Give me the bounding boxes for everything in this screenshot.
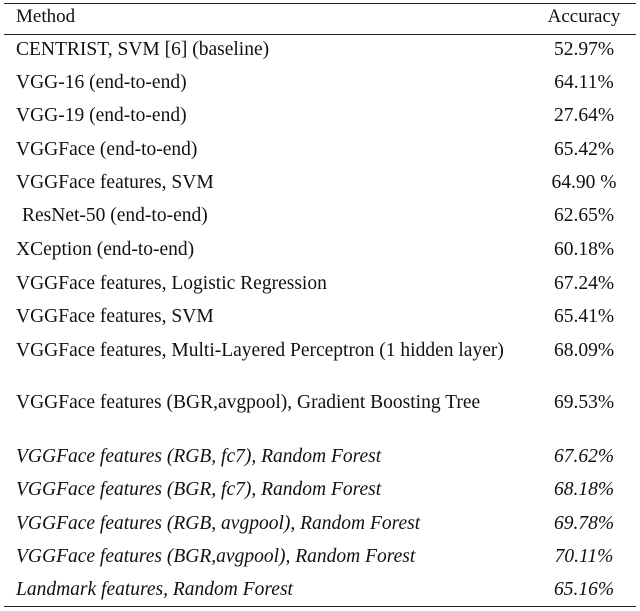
accuracy-cell: 69.53% [553,392,615,413]
method-cell: Landmark features, Random Forest [16,579,293,600]
accuracy-cell: 70.11% [554,546,614,567]
header-rule [4,34,636,35]
method-cell: VGGFace features (RGB, avgpool), Random Forest [16,513,421,534]
method-cell: VGGFace features, SVM [16,172,214,193]
method-cell: VGGFace features, SVM [16,306,214,327]
accuracy-cell: 65.42% [553,139,615,160]
accuracy-cell: 52.97% [553,39,615,60]
bottom-rule [4,606,636,607]
accuracy-cell: 27.64% [553,105,615,126]
accuracy-cell: 62.65% [553,205,615,226]
accuracy-cell: 68.18% [553,479,615,500]
accuracy-cell: 67.62% [553,446,615,467]
method-cell: CENTRIST, SVM [6] (baseline) [16,39,270,60]
method-cell: VGGFace features (BGR, fc7), Random Forest [16,479,382,500]
method-cell: ResNet-50 (end-to-end) [22,205,208,226]
top-rule [4,3,636,4]
accuracy-column-header: Accuracy [547,6,621,27]
accuracy-cell: 64.90 % [551,172,617,193]
method-cell: VGG-16 (end-to-end) [16,72,187,93]
accuracy-cell: 65.41% [553,306,615,327]
method-cell: VGGFace features, Multi-Layered Perceptron (1 hidden layer) [16,340,504,361]
method-cell: XCeption (end-to-end) [16,239,195,260]
accuracy-cell: 65.16% [553,579,615,600]
method-cell: VGGFace features (RGB, fc7), Random Forest [16,446,382,467]
method-cell: VGGFace features (BGR,avgpool), Random Forest [16,546,416,567]
accuracy-cell: 68.09% [553,340,615,361]
method-column-header: Method [16,6,76,27]
accuracy-cell: 69.78% [553,513,615,534]
accuracy-cell: 64.11% [554,72,614,93]
accuracy-cell: 67.24% [553,273,615,294]
method-cell: VGG-19 (end-to-end) [16,105,187,126]
method-cell: VGGFace features (BGR,avgpool), Gradient Boosting Tree [16,392,481,413]
method-cell: VGGFace (end-to-end) [16,139,198,160]
accuracy-cell: 60.18% [553,239,615,260]
method-cell: VGGFace features, Logistic Regression [16,273,327,294]
